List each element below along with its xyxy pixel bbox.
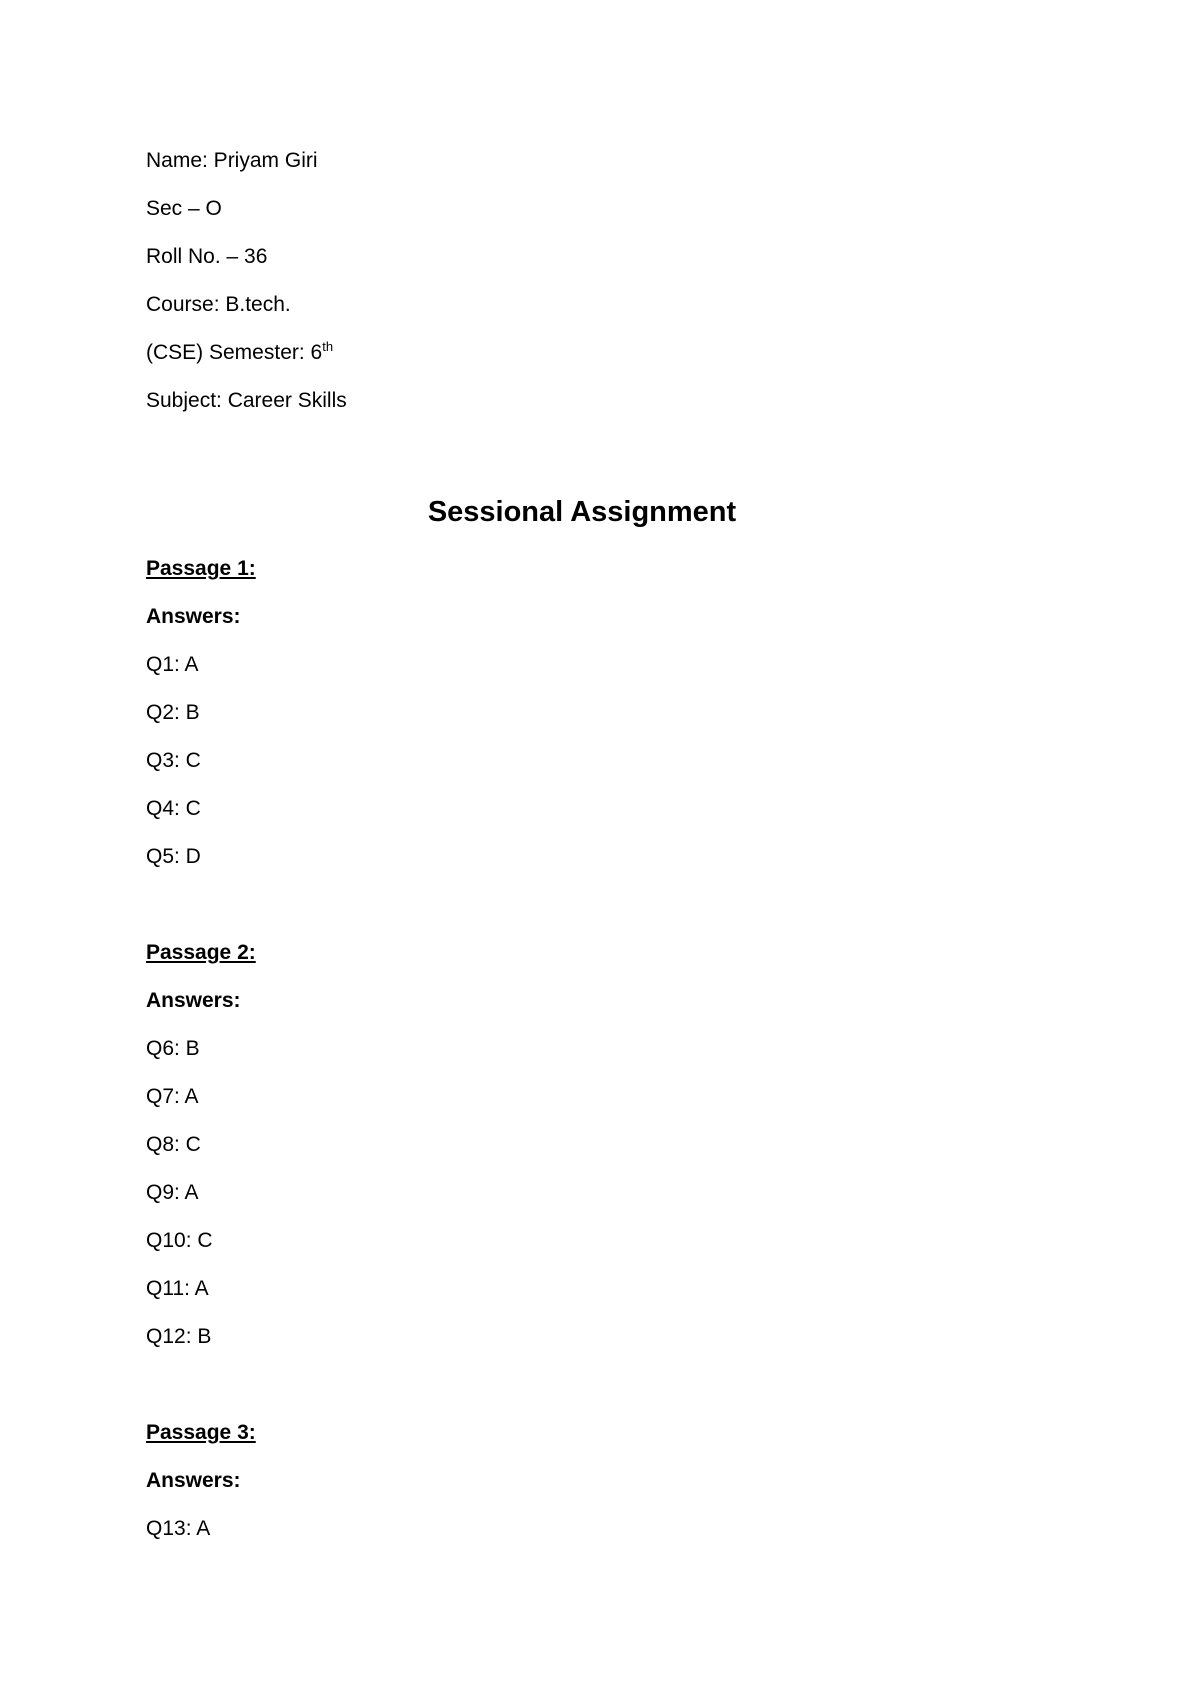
answer-item: Q3: C <box>146 749 201 772</box>
passage-2-heading: Passage 2: <box>146 941 256 964</box>
passage-1-heading: Passage 1: <box>146 557 256 580</box>
answer-item: Q12: B <box>146 1325 212 1348</box>
course: Course: B.tech. <box>146 293 291 316</box>
passage-2-answers-label: Answers: <box>146 989 241 1012</box>
answer-item: Q6: B <box>146 1037 200 1060</box>
answer-item: Q10: C <box>146 1229 213 1252</box>
passage-3-answers-label: Answers: <box>146 1469 241 1492</box>
semester-superscript: th <box>322 339 334 354</box>
semester-text: (CSE) Semester: 6 <box>146 341 323 364</box>
semester <box>146 340 333 366</box>
answer-item: Q2: B <box>146 701 200 724</box>
answer-item: Q9: A <box>146 1181 199 1204</box>
roll-number: Roll No. – 36 <box>146 245 268 268</box>
answer-item: Q7: A <box>146 1085 199 1108</box>
answer-item: Q4: C <box>146 797 201 820</box>
answer-item: Q5: D <box>146 845 201 868</box>
passage-3-heading: Passage 3: <box>146 1421 256 1444</box>
answer-item: Q8: C <box>146 1133 201 1156</box>
student-name: Name: Priyam Giri <box>146 149 318 172</box>
answer-item: Q1: A <box>146 653 199 676</box>
page-title: Sessional Assignment <box>427 496 737 528</box>
subject: Subject: Career Skills <box>146 389 347 412</box>
answer-item: Q11: A <box>146 1277 209 1300</box>
passage-1-answers-label: Answers: <box>146 605 241 628</box>
answer-item: Q13: A <box>146 1517 211 1540</box>
section: Sec – O <box>146 197 222 220</box>
